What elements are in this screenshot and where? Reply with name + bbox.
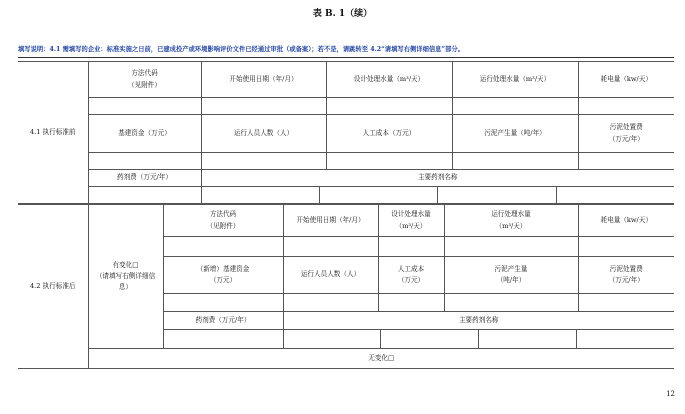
agent-name-header: 主要药剂名称 bbox=[283, 312, 674, 330]
staff-header: 运行人员人数（人） bbox=[283, 257, 378, 294]
sludge-header: 污泥产生量（吨/年） bbox=[452, 115, 578, 153]
capital-header: 基建资金（万元） bbox=[88, 115, 201, 153]
method-code-header: 方法代码 （见附件） bbox=[163, 205, 283, 237]
labor-input[interactable] bbox=[326, 153, 452, 170]
start-date-input[interactable] bbox=[283, 237, 378, 257]
agent-name-input-2[interactable] bbox=[320, 187, 438, 203]
agent-name-input-4[interactable] bbox=[557, 187, 674, 203]
table-title: 表 B. 1（续） bbox=[312, 9, 373, 19]
labor-header: 人工成本 （万元） bbox=[378, 257, 444, 294]
staff-input[interactable] bbox=[283, 294, 378, 312]
start-date-input[interactable] bbox=[201, 98, 326, 115]
design-capacity-input[interactable] bbox=[378, 237, 444, 257]
run-capacity-header: 运行处理水量 （m³/天） bbox=[444, 205, 578, 237]
capital-input[interactable] bbox=[88, 153, 201, 170]
agent-name-input-1[interactable] bbox=[202, 187, 320, 203]
design-capacity-header: 设计处理水量（m³/天） bbox=[326, 62, 452, 98]
method-code-input[interactable] bbox=[88, 98, 201, 115]
agent-name-input-3[interactable] bbox=[479, 330, 577, 348]
design-capacity-input[interactable] bbox=[326, 98, 452, 115]
start-date-header: 开始使用日期（年/月） bbox=[201, 62, 326, 98]
capital-input[interactable] bbox=[163, 294, 283, 312]
agent-name-input-1[interactable] bbox=[284, 330, 382, 348]
run-capacity-input[interactable] bbox=[444, 237, 578, 257]
labor-header: 人工成本（万元） bbox=[326, 115, 452, 153]
start-date-header: 开始使用日期（年/月） bbox=[283, 205, 378, 237]
agent-name-inputs bbox=[201, 187, 674, 204]
run-capacity-header: 运行处理水量（m³/天） bbox=[452, 62, 578, 98]
staff-input[interactable] bbox=[201, 153, 326, 170]
section-41-label: 4.1 执行标准前 bbox=[18, 62, 88, 204]
power-header: 耗电量（kw/天） bbox=[578, 62, 674, 98]
sludge-header: 污泥产生量 （吨/年） bbox=[444, 257, 578, 294]
section-41-table bbox=[18, 61, 674, 204]
section-42-label: 4.2 执行标准后 bbox=[18, 205, 88, 369]
changed-checkbox[interactable]: 有变化□ （请填写右侧详细信息） bbox=[88, 205, 163, 349]
power-input[interactable] bbox=[578, 237, 674, 257]
top-rule bbox=[18, 57, 674, 58]
sludge-fee-header: 污泥处置费 （万元/年） bbox=[578, 257, 674, 294]
agent-name-input-2[interactable] bbox=[381, 330, 479, 348]
agent-fee-input[interactable] bbox=[163, 330, 283, 349]
agent-name-inputs bbox=[283, 330, 674, 349]
power-input[interactable] bbox=[578, 98, 674, 115]
page-number: 12 bbox=[666, 390, 675, 398]
capital-header: （新增）基建资金 （万元） bbox=[163, 257, 283, 294]
unchanged-checkbox[interactable]: 无变化□ bbox=[88, 349, 674, 369]
labor-input[interactable] bbox=[378, 294, 444, 312]
sludge-fee-header: 污泥处置费 （万元/年） bbox=[578, 115, 674, 153]
agent-fee-header: 药剂费（万元/年） bbox=[88, 170, 201, 187]
fill-instruction-note: 填写说明：4.1 需填写的企业：标准实施之日前，已建成投产或环境影响评价文件已经通过审批（或备案）；若不是，请跳转至 4.2“请填写右侧详细信息”部分。 bbox=[18, 46, 464, 53]
design-capacity-header: 设计处理水量 （m³/天） bbox=[378, 205, 444, 237]
agent-name-input-4[interactable] bbox=[577, 330, 674, 348]
sludge-input[interactable] bbox=[444, 294, 578, 312]
method-code-header: 方法代码 （见附件） bbox=[88, 62, 201, 98]
method-code-input[interactable] bbox=[163, 237, 283, 257]
agent-fee-input[interactable] bbox=[88, 187, 201, 204]
run-capacity-input[interactable] bbox=[452, 98, 578, 115]
agent-name-header: 主要药剂名称 bbox=[201, 170, 674, 187]
sludge-input[interactable] bbox=[452, 153, 578, 170]
agent-fee-header: 药剂费（万元/年） bbox=[163, 312, 283, 330]
staff-header: 运行人员人数（人） bbox=[201, 115, 326, 153]
agent-name-input-3[interactable] bbox=[438, 187, 556, 203]
sludge-fee-input[interactable] bbox=[578, 294, 674, 312]
sludge-fee-input[interactable] bbox=[578, 153, 674, 170]
power-header: 耗电量（kw/天） bbox=[578, 205, 674, 237]
section-42-table bbox=[18, 204, 674, 369]
